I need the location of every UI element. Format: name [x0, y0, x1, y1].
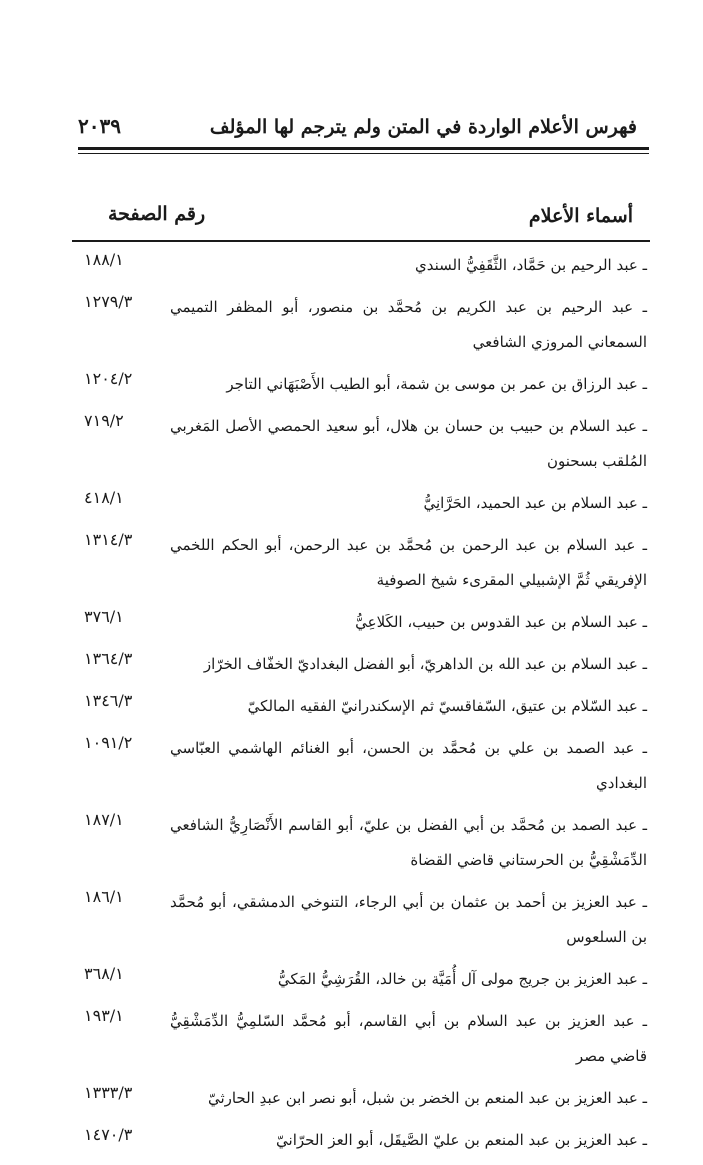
index-entry	[78, 367, 649, 402]
entry-page-ref: ٣٧٦/١	[84, 607, 124, 626]
index-entry	[78, 885, 649, 955]
entry-page-ref: ١٣١٤/٣	[84, 530, 133, 549]
entry-page-ref: ١٨٦/١	[84, 887, 124, 906]
index-entry	[78, 808, 649, 878]
index-entry	[78, 605, 649, 640]
entry-page-ref: ١٢٧٩/٣	[84, 292, 133, 311]
entry-name: ـ عبد السلام بن عبد القدوس بن حبيب، الكَلاعِيُّ	[355, 613, 647, 631]
entry-name: ـ عبد الرزاق بن عمر بن موسى بن شمة، أبو الطيب الأَصْبَهَاني التاجر	[226, 375, 647, 393]
page-number: ٢٠٣٩	[78, 114, 121, 138]
entry-name: ـ عبد العزيز بن عبد السلام بن أبي القاسم، أبو مُحمَّد السّلمِيُّ الدِّمَشْقِيُّ قاضي مصر	[170, 1012, 647, 1065]
entry-name: ـ عبد السّلام بن عتيق، السّفاقسيّ ثم الإسكندرانيّ الفقيه المالكيّ	[247, 697, 647, 715]
running-header-title: فهرس الأعلام الواردة في المتن ولم يترجم لها المؤلف	[209, 116, 637, 138]
entry-name: ـ عبد العزيز بن أحمد بن عثمان بن أبي الرجاء، التنوخي الدمشقي، أبو مُحمَّد بن السلعوس	[170, 893, 647, 946]
entry-name: ـ عبد الصمد بن علي بن مُحمَّد بن الحسن، أبو الغنائم الهاشمي العبّاسي البغدادي	[170, 739, 647, 792]
entry-page-ref: ١٣٦٤/٣	[84, 649, 133, 668]
column-header-page: رقم الصفحة	[108, 203, 206, 225]
index-entries	[78, 248, 649, 1165]
entry-page-ref: ١٩٣/١	[84, 1006, 124, 1025]
index-entry	[78, 1004, 649, 1074]
column-header-rule	[72, 240, 650, 242]
entry-page-ref: ١٠٩١/٢	[84, 733, 133, 752]
column-header-names: أسماء الأعلام	[528, 205, 633, 227]
entry-page-ref: ١٢٠٤/٢	[84, 369, 133, 388]
entry-name: ـ عبد الرحيم بن عبد الكريم بن مُحمَّد بن منصور، أبو المظفر التميمي السمعاني المروزي الشافعي	[170, 298, 647, 351]
entry-name: ـ عبد الرحيم بن حَمَّاد، الثَّقَفِيُّ السندي	[415, 256, 647, 274]
header-rule-thick	[78, 147, 649, 150]
entry-page-ref: ١٣٤٦/٣	[84, 691, 133, 710]
entry-page-ref: ٤١٨/١	[84, 488, 124, 507]
header-rule-thin	[78, 153, 649, 154]
entry-page-ref: ١٣٣٣/٣	[84, 1083, 133, 1102]
index-entry	[78, 962, 649, 997]
index-entry	[78, 1123, 649, 1158]
entry-page-ref: ١٤٧٠/٣	[84, 1125, 133, 1144]
entry-name: ـ عبد العزيز بن جريج مولى آل أُمَيَّة بن خالد، القُرَشِيُّ المَكيُّ	[277, 970, 647, 988]
entry-name: ـ عبد السلام بن حبيب بن حسان بن هلال، أبو سعيد الحمصي الأصل المَغربي المُلقب بسحنون	[170, 417, 647, 470]
index-entry	[78, 731, 649, 801]
entry-page-ref: ٣٦٨/١	[84, 964, 124, 983]
index-entry	[78, 290, 649, 360]
index-entry	[78, 1081, 649, 1116]
index-entry	[78, 647, 649, 682]
index-entry	[78, 689, 649, 724]
entry-name: ـ عبد العزيز بن عبد المنعم بن عليّ الصَّيقَل، أبو العز الحرّانيّ	[276, 1131, 647, 1149]
entry-name: ـ عبد السلام بن عبد الله بن الداهريّ، أبو الفضل البغداديّ الخفّاف الخرّاز	[203, 655, 647, 673]
index-entry	[78, 409, 649, 479]
index-entry	[78, 528, 649, 598]
entry-page-ref: ١٨٧/١	[84, 810, 124, 829]
entry-name: ـ عبد السلام بن عبد الحميد، الحَرَّانِيُّ	[423, 494, 647, 512]
entry-page-ref: ٧١٩/٢	[84, 411, 124, 430]
entry-name: ـ عبد الصمد بن مُحمَّد بن أبي الفضل بن عليّ، أبو القاسم الأَنْصَارِيُّ الشافعي الدِّمَشْقِيُّ بن الحرستاني قاضي القضاة	[170, 816, 647, 869]
entry-name: ـ عبد العزيز بن عبد المنعم بن الخضر بن شبل، أبو نصر ابن عبدِ الحارثيّ	[207, 1089, 647, 1107]
index-entry	[78, 486, 649, 521]
entry-name: ـ عبد السلام بن عبد الرحمن بن مُحمَّد بن عبد الرحمن، أبو الحكم اللخمي الإفريقي ثُمَّ الإشبيلي المقرىء شيخ الصوفية	[170, 536, 647, 589]
entry-page-ref: ١٨٨/١	[84, 250, 124, 269]
index-entry	[78, 248, 649, 283]
